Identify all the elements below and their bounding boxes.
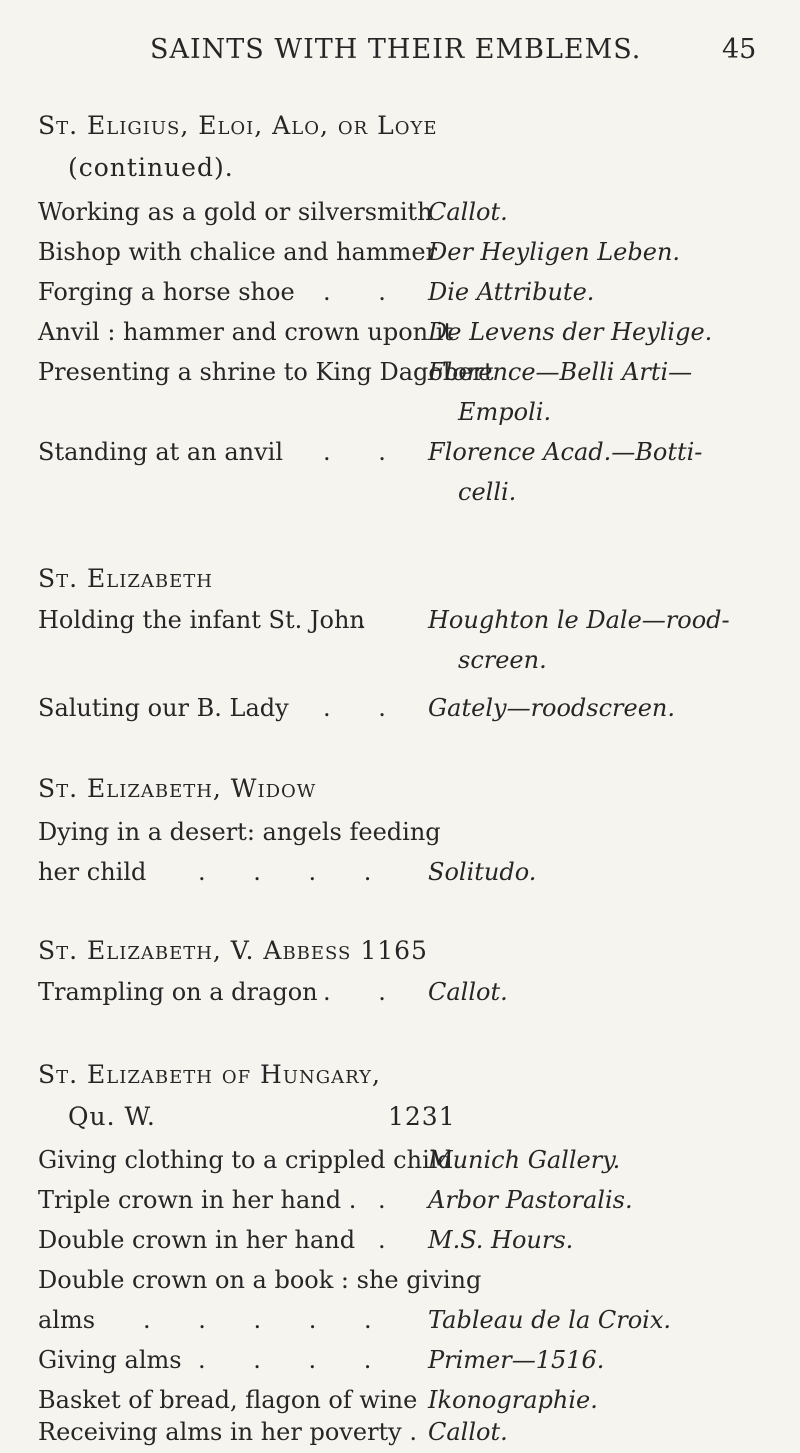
entry-source-continued: screen. [458, 646, 547, 674]
heading-subtext-text: Qu. W. [68, 1102, 156, 1131]
entry-description-continued [38, 852, 433, 892]
entry-description: Working as a gold or silversmith [38, 198, 433, 226]
section-heading [38, 558, 213, 600]
entry-source: Munich Gallery. [428, 1146, 621, 1174]
section-heading [38, 105, 437, 189]
heading-subtext [38, 1096, 456, 1138]
entry-description [38, 272, 433, 312]
heading-text: St. Elizabeth of Hungary, [38, 1060, 381, 1089]
section-heading [38, 930, 428, 972]
section-heading [38, 768, 316, 810]
page-number: 45 [722, 34, 757, 65]
entry-source-text: Florence Acad.—Botti- [428, 438, 703, 466]
leader-dots: . . . . . [143, 1306, 392, 1334]
leader-dots: . [378, 1186, 406, 1214]
entry-source [428, 352, 692, 432]
heading-text: St. Elizabeth [38, 564, 213, 593]
leader-dots: . . [323, 694, 406, 722]
entry-description: Presenting a shrine to King Dagobert [38, 358, 494, 386]
entry-source-continued: Empoli. [458, 398, 552, 426]
entry-source: Tableau de la Croix. [428, 1306, 672, 1334]
entry-description [38, 812, 441, 852]
entry-source [428, 600, 730, 680]
entry-source: Der Heyligen Leben. [428, 238, 681, 266]
entry-description-text: Saluting our B. Lady [38, 694, 289, 722]
entry-description-text: Triple crown in her hand . [38, 1186, 357, 1214]
entry-description-text: Dying in a desert: angels feeding [38, 818, 441, 846]
entry-description-text: Standing at an anvil [38, 438, 283, 466]
entry-description [38, 1220, 433, 1260]
entry-source [428, 432, 702, 512]
entry-description-text: Trampling on a dragon [38, 978, 318, 1006]
leader-dots: . . . . [198, 858, 392, 886]
leader-dots: . [378, 1226, 406, 1254]
heading-subtext: (continued). [68, 153, 234, 182]
entry-description [38, 600, 433, 640]
entry-description [38, 1180, 433, 1220]
running-header: SAINTS WITH THEIR EMBLEMS. [150, 34, 642, 65]
entry-description: Double crown on a book : she giving [38, 1266, 482, 1294]
entry-description: Basket of bread, flagon of wine [38, 1386, 418, 1414]
entry-source-text: Houghton le Dale—rood- [428, 606, 730, 634]
leader-dots: . [358, 606, 386, 634]
section-heading [38, 1054, 456, 1138]
leader-dots: . . . . [198, 1346, 392, 1374]
entry-source: Die Attribute. [428, 278, 595, 306]
entry-source: Primer—1516. [428, 1346, 605, 1374]
entry-source-text: Florence—Belli Arti— [428, 358, 693, 386]
entry-source: Ikonographie. [428, 1386, 598, 1414]
entry-description-text: Giving alms [38, 1346, 182, 1374]
entry-description: Bishop with chalice and hammer [38, 238, 438, 266]
entry-row [38, 1412, 798, 1452]
entry-description [38, 1340, 433, 1380]
entry-source: Callot. [428, 1418, 508, 1446]
entry-source: Arbor Pastoralis. [428, 1186, 633, 1214]
entry-source: M.S. Hours. [428, 1226, 574, 1254]
entry-source: Callot. [428, 198, 508, 226]
entry-description: Receiving alms in her poverty . [38, 1418, 417, 1446]
entry-description [38, 432, 433, 472]
entry-source: Callot. [428, 978, 508, 1006]
heading-date: 1231 [388, 1102, 456, 1131]
entry-source: Solitudo. [428, 858, 537, 886]
heading-text: St. Elizabeth, V. Abbess 1165 [38, 936, 428, 965]
entry-description: Anvil : hammer and crown upon it [38, 318, 454, 346]
entry-source: Gately—roodscreen. [428, 694, 676, 722]
entry-source-continued: celli. [458, 478, 517, 506]
entry-description-text: her child [38, 858, 147, 886]
entry-description [38, 972, 433, 1012]
entry-description-text: Double crown in her hand [38, 1226, 356, 1254]
entry-description-text: Holding the infant St. John [38, 606, 365, 634]
heading-text: St. Elizabeth, Widow [38, 774, 317, 803]
entry-description: Giving clothing to a crippled child [38, 1146, 453, 1174]
entry-description [38, 688, 433, 728]
entry-source: De Levens der Heylige. [428, 318, 713, 346]
entry-description-continued [38, 1300, 433, 1340]
leader-dots: . . [323, 438, 406, 466]
leader-dots: . . [323, 978, 406, 1006]
entry-description-text: Forging a horse shoe [38, 278, 295, 306]
heading-text: St. Eligius, Eloi, Alo, or Loye [38, 111, 438, 140]
entry-description-text: alms [38, 1306, 96, 1334]
leader-dots: . . [323, 278, 406, 306]
